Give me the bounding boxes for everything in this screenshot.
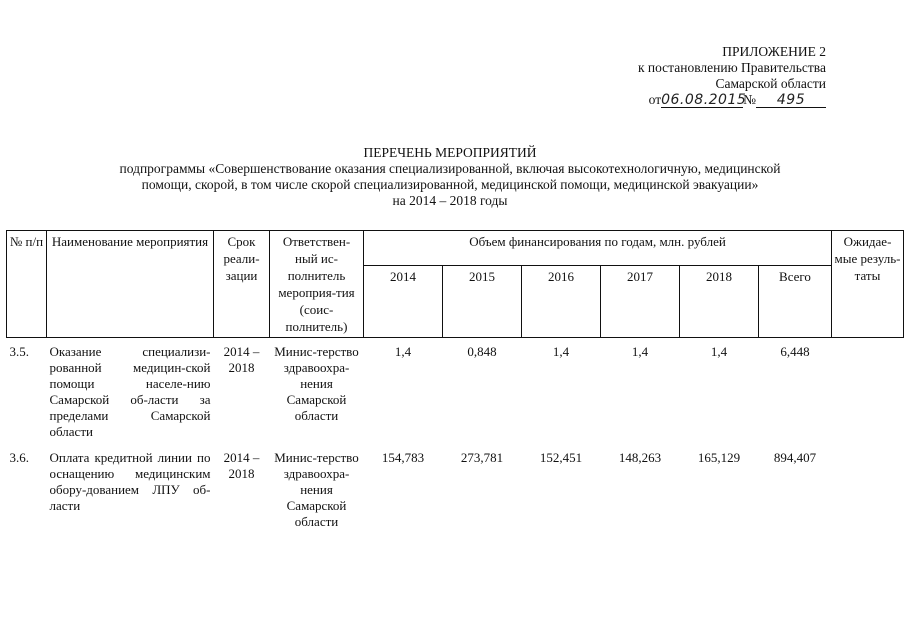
header-year-2015: 2015 — [443, 266, 522, 338]
header-year-2016: 2016 — [522, 266, 601, 338]
row-executor: Минис-терство здравоохра-нения Самарской области — [274, 344, 359, 423]
table-header-row — [7, 231, 904, 266]
handwritten-date: 06.08.2015 — [661, 92, 747, 108]
handwritten-number: 495 — [756, 93, 826, 108]
row-value-2014: 1,4 — [394, 344, 412, 359]
header-period: Срок реали-зации — [214, 231, 270, 338]
row-value-2018: 165,129 — [697, 450, 741, 465]
appendix-block — [526, 44, 826, 108]
document-title: ПЕРЕЧЕНЬ МЕРОПРИЯТИЙ — [363, 145, 537, 160]
table-row — [7, 338, 904, 445]
number-prefix: № — [743, 92, 756, 107]
row-value-2017: 1,4 — [631, 344, 649, 359]
document-heading — [40, 145, 860, 209]
document-subtitle-line-1: подпрограммы «Совершенствование оказания специализированной, включая высокотехнологичную, медицинской — [119, 161, 781, 176]
row-value-2016: 152,451 — [539, 450, 583, 465]
row-name: Оплата кредитной линии по оснащению медицинским обору-дованием ЛПУ об-ласти — [49, 450, 211, 513]
appendix-resolution: к постановлению Правительства — [637, 60, 826, 75]
header-executor: Ответствен-ный ис-полнитель мероприя-тия (соис-полнитель) — [270, 231, 364, 338]
row-period: 2014 – 2018 — [223, 344, 260, 375]
header-year-2017: 2017 — [601, 266, 680, 338]
date-prefix: от — [648, 92, 662, 107]
row-value-2016: 1,4 — [552, 344, 570, 359]
document-subtitle-line-2: помощи, скорой, в том числе скорой специализированной, медицинской помощи, медицинской эвакуации» — [141, 177, 759, 192]
appendix-date-line — [526, 92, 826, 108]
header-year-2014: 2014 — [364, 266, 443, 338]
row-value-2017: 148,263 — [618, 450, 662, 465]
row-period: 2014 – 2018 — [223, 450, 260, 481]
row-value-2015: 0,848 — [467, 344, 497, 359]
activities-table — [6, 230, 904, 534]
row-num: 3.5. — [9, 344, 29, 359]
row-results — [832, 338, 904, 445]
document-subtitle-line-3: на 2014 – 2018 годы — [392, 193, 508, 208]
header-year-2018: 2018 — [680, 266, 759, 338]
row-num: 3.6. — [9, 450, 29, 465]
header-total: Всего — [759, 266, 832, 338]
header-num: № п/п — [7, 231, 47, 338]
header-results: Ожидае-мые резуль-таты — [832, 231, 904, 338]
row-value-2014: 154,783 — [381, 450, 425, 465]
row-value-total: 894,407 — [773, 450, 817, 465]
row-name: Оказание специализи-рованной медицин-ской помощи населе-нию Самарской об-ласти за пределами Самарской области — [49, 344, 211, 439]
header-name: Наименование мероприятия — [47, 231, 214, 338]
header-financing: Объем финансирования по годам, млн. рублей — [364, 231, 832, 266]
row-value-2015: 273,781 — [460, 450, 504, 465]
row-value-total: 6,448 — [780, 344, 810, 359]
row-executor: Минис-терство здравоохра-нения Самарской области — [274, 450, 359, 529]
table-row — [7, 444, 904, 534]
row-value-2018: 1,4 — [710, 344, 728, 359]
row-results — [832, 444, 904, 534]
appendix-title: ПРИЛОЖЕНИЕ 2 — [722, 44, 826, 59]
appendix-region: Самарской области — [715, 76, 826, 91]
